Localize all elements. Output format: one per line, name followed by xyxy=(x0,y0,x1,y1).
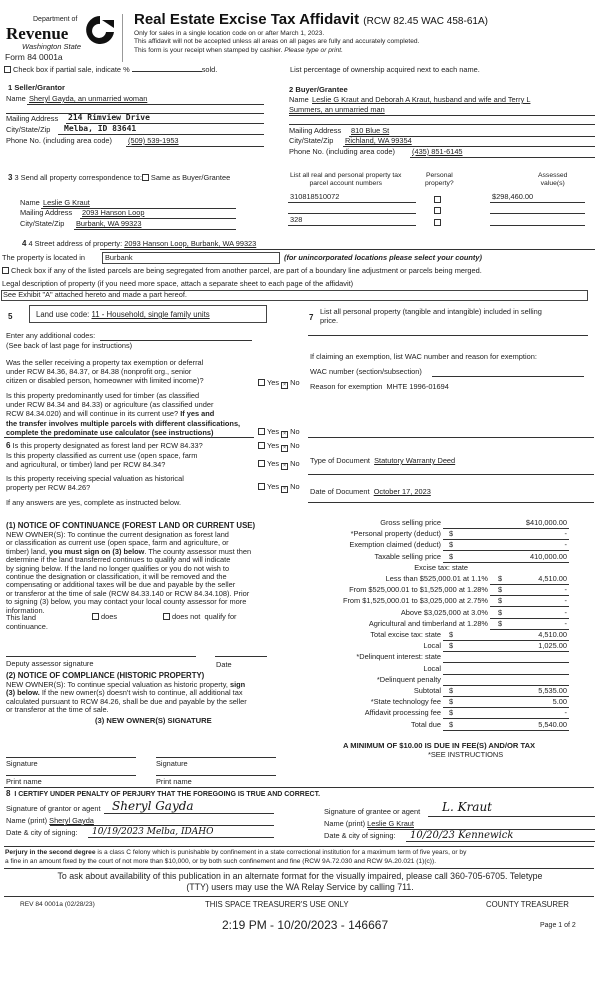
q-historical-yes-no[interactable]: Yes × No xyxy=(258,483,300,493)
grantee-signature-label: Signature of grantee or agent xyxy=(324,807,421,816)
see-instructions: *SEE INSTRUCTIONS xyxy=(428,750,504,759)
receipt-stamp: 2:19 PM - 10/20/2023 - 146667 xyxy=(222,918,389,932)
section-5-number: 5 xyxy=(8,312,13,321)
form-number: Form 84 0001a xyxy=(5,52,63,62)
tax-row-label: Gross selling price xyxy=(380,518,441,527)
buyer-city[interactable]: Richland, WA 99354 xyxy=(345,136,412,145)
state-label: Washington State xyxy=(22,42,82,51)
header-divider xyxy=(122,14,123,62)
deputy-label: Deputy assessor signature xyxy=(6,659,94,668)
tax-row-label: Total excise tax: state xyxy=(370,630,441,639)
q-timber-yes-no[interactable]: Yes × No xyxy=(258,428,300,438)
corr-city[interactable]: Burbank, WA 99323 xyxy=(76,219,142,228)
dept-label: Department of xyxy=(33,16,78,23)
reason-row: Reason for exemption MHTE 1996-01694 xyxy=(310,382,449,391)
document-type[interactable]: Statutory Warranty Deed xyxy=(374,456,456,465)
buyer-mail[interactable]: 810 Blue St xyxy=(351,126,390,135)
if-yes-note: If any answers are yes, complete as instructed below. xyxy=(6,498,181,507)
revision-label: REV 84 0001a (02/28/23) xyxy=(20,901,95,908)
tax-row-label: Local xyxy=(423,641,441,651)
assessed-value[interactable]: $298,460.00 xyxy=(492,192,534,201)
tax-row-value[interactable]: $410,000.00 xyxy=(525,518,567,527)
partial-sale-checkbox-row[interactable]: Check box if partial sale, indicate % sold. xyxy=(4,66,217,75)
parcel-header-value: Assessed value(s) xyxy=(538,172,568,187)
dollar-sign: $ xyxy=(449,529,454,539)
seller-mail-label: Mailing Address xyxy=(6,114,59,123)
correspondence-heading: 3 3 Send all property correspondence to: Same as Buyer/Grantee xyxy=(8,173,231,182)
personal-property-label: List all personal property (tangible and intangible) included in selling price. xyxy=(320,307,542,326)
section-7-number: 7 xyxy=(309,313,314,322)
new-owner-print-1[interactable]: Print name xyxy=(6,777,42,786)
doc-date-row: Date of Document October 17, 2023 xyxy=(310,487,431,496)
personal-property-checkbox[interactable] xyxy=(434,196,441,203)
tax-row-label: Affidavit processing fee xyxy=(364,708,441,718)
tax-row-label: *State technology fee xyxy=(370,697,441,707)
notice-continuance-title: (1) NOTICE OF CONTINUANCE (FOREST LAND OR CURRENT USE) xyxy=(6,521,256,530)
located-label: The property is located in xyxy=(2,253,85,262)
grantee-date-city[interactable]: 10/20/23 Kennewick xyxy=(410,830,514,841)
tax-row-label: Exemption claimed (deduct) xyxy=(349,540,441,550)
tax-row-label: Taxable selling price xyxy=(374,551,441,561)
legal-description-field[interactable]: See Exhibit "A" attached hereto and made a part hereof. xyxy=(1,290,588,301)
personal-property-checkbox[interactable] xyxy=(434,219,441,226)
deputy-signature-field[interactable] xyxy=(6,656,196,657)
tax-row-value[interactable]: - xyxy=(564,607,567,617)
historical-question: Is this property receiving special valuation as historical property per RCW 84.26? xyxy=(6,474,184,493)
new-owner-print-2[interactable]: Print name xyxy=(156,777,192,786)
corr-mail-label: Mailing Address xyxy=(20,208,73,217)
buyer-name-label: Name xyxy=(289,95,309,104)
buyer-city-label: City/State/Zip xyxy=(289,136,334,145)
buyer-mail-label: Mailing Address xyxy=(289,126,342,135)
document-date[interactable]: October 17, 2023 xyxy=(373,487,431,496)
perjury-notice: Perjury in the second degree is a class C felony which is punishable by confinement in a state correctional institution for a maximum term of five years, or by a fine in an amount fixed by the court of not more than $10,000, or by both such confinement and fine (RCW 9A.72.030 and RCW 9A.20.021 (1)(c)). xyxy=(5,849,467,865)
minimum-due-note: A MINIMUM OF $10.00 IS DUE IN FEE(S) AND/OR TAX xyxy=(343,741,536,750)
header-notes: Only for sales in a single location code on or after March 1, 2023. This affidavit will not be accepted unless all areas on all pages are fully and accurately completed. This form is your receipt when stamped by cashier. Please type or print. xyxy=(134,30,420,54)
tax-row-value[interactable]: 4,510.00 xyxy=(538,574,567,583)
buyer-phone[interactable]: (435) 851-6145 xyxy=(412,147,463,156)
treasurer-only-label: THIS SPACE TREASURER'S USE ONLY xyxy=(205,900,349,909)
dollar-sign: $ xyxy=(449,630,454,639)
doc-type-row: Type of Document Statutory Warranty Deed xyxy=(310,456,456,465)
tax-row-label: Excise tax: state xyxy=(414,562,468,572)
personal-property-checkbox[interactable] xyxy=(434,207,441,214)
parcel-header-personal: Personal property? xyxy=(425,172,454,187)
dollar-sign: $ xyxy=(449,551,454,561)
tax-row-value[interactable]: 1,025.00 xyxy=(538,641,567,651)
alternate-format-notice: To ask about availability of this publication in an alternate format for the visually impaired, please call 360-705-6705. Teletype (TTY) users may use the WA Relay Service by calling 711. xyxy=(57,871,543,892)
dollar-sign: $ xyxy=(498,607,503,617)
segregate-checkbox-row[interactable]: Check box if any of the listed parcels are being segregated from another parcel, are part of a boundary line adjustment or parcels being merged. xyxy=(2,267,482,276)
revenue-logo-text: Revenue xyxy=(6,24,69,43)
seller-name[interactable]: Sheryl Gayda, an unmarried woman xyxy=(29,94,148,103)
dollar-sign: $ xyxy=(449,540,454,550)
grantor-signature[interactable]: Sheryl Gayda xyxy=(112,799,194,813)
tax-row-value[interactable]: - xyxy=(564,618,567,628)
dollar-sign: $ xyxy=(498,574,503,583)
wac-label: WAC number (section/subsection) xyxy=(310,367,422,376)
exemption-reason[interactable]: MHTE 1996-01694 xyxy=(386,382,449,391)
land-use-code-box[interactable]: Land use code: 11 - Household, single family units xyxy=(29,305,267,323)
tax-row-value[interactable]: 4,510.00 xyxy=(538,630,567,639)
tax-row-value[interactable]: - xyxy=(564,585,567,595)
personal-property-field[interactable] xyxy=(308,335,588,336)
tax-row-value[interactable]: 5,540.00 xyxy=(538,719,567,729)
page-indicator: Page 1 of 2 xyxy=(540,922,576,929)
tax-row-label: Agricultural and timberland at 1.28% xyxy=(368,618,488,628)
parcel-number[interactable]: 328 xyxy=(290,215,303,224)
tax-row-label: From $1,525,000.01 to $3,025,000 at 2.75% xyxy=(342,596,488,606)
grantor-name-row: Name (print) Sheryl Gayda xyxy=(6,816,94,825)
grantor-signature-label: Signature of grantor or agent xyxy=(6,804,101,813)
tax-row-value[interactable]: - xyxy=(564,596,567,606)
notice-continuance-body: NEW OWNER(S): To continue the current designation as forest land or classification as current use (open space, farm and agriculture, or timber) land, you must sign on (3) below. The county assessor must then determine if the land transferred continues to qualify and will indicate by signing below. If the land no longer qualifies or you do not wish to continue the designation or classification, it will be removed and the compensating or additional taxes will be due and payable by the seller or transferor at the time of sale (RCW 84.33.140 or RCW 84.34.108). Prior to signing (3) below, you may contact your local county assessor for more information. xyxy=(6,530,252,615)
dollar-sign: $ xyxy=(449,641,454,651)
seller-heading: 1 Seller/Grantor xyxy=(8,83,65,92)
located-note: (for unincorporated locations please select your county) xyxy=(284,253,482,262)
dollar-sign: $ xyxy=(449,697,454,707)
street-address-row: 4 4 Street address of property: 2093 Hanson Loop, Burbank, WA 99323 xyxy=(22,239,257,248)
tax-row-label: *Personal property (deduct) xyxy=(350,529,441,539)
tax-row-label: Subtotal xyxy=(413,686,441,695)
current-use-question: Is this property classified as current use (open space, farm and agricultural, or timber) land per RCW 84.34? xyxy=(6,451,198,470)
wa-logo-icon xyxy=(84,14,116,48)
grantee-signature[interactable]: L. Kraut xyxy=(442,800,493,814)
tax-row-label: *Delinquent penalty xyxy=(376,674,441,684)
new-owner-signature-2[interactable]: Signature xyxy=(156,759,188,768)
seller-city-label: City/State/Zip xyxy=(6,125,51,134)
tax-row-value[interactable]: 410,000.00 xyxy=(530,551,567,561)
tax-row-label: Above $3,025,000 at 3.0% xyxy=(400,607,488,617)
dollar-sign: $ xyxy=(449,719,454,729)
corr-name-label: Name xyxy=(20,198,40,207)
dollar-sign: $ xyxy=(498,596,503,606)
dollar-sign: $ xyxy=(498,618,503,628)
grantor-name[interactable]: Sheryl Gayda xyxy=(49,816,94,825)
tax-row-label: Total due xyxy=(411,719,441,729)
buyer-name-line2[interactable]: Summers, an unmarried man xyxy=(289,105,385,114)
seller-phone[interactable]: (509) 539-1953 xyxy=(128,136,179,145)
tax-row-value[interactable]: - xyxy=(564,540,567,550)
exemption-question: Was the seller receiving a property tax exemption or deferral under RCW 84.36, 84.37, or 84.38 (nonprofit org., senior citizen or disabled person, homeowner with limited income)? xyxy=(6,358,204,386)
buyer-phone-label: Phone No. (including area code) xyxy=(289,147,395,156)
seller-name-label: Name xyxy=(6,94,26,103)
grantor-date-label: Date & city of signing: xyxy=(6,828,78,837)
q-current-use-yes-no[interactable]: Yes × No xyxy=(258,460,300,470)
grantee-name-row: Name (print) Leslie G Kraut xyxy=(324,819,414,828)
land-use-code: 11 - Household, single family units xyxy=(91,310,210,319)
corr-name[interactable]: Leslie G Kraut xyxy=(43,198,90,207)
tax-row-label: *Delinquent interest: state xyxy=(356,652,441,662)
wac-field[interactable] xyxy=(432,376,584,377)
tax-row-label: Less than $525,000.01 at 1.1% xyxy=(385,574,488,583)
exemption-label: If claiming an exemption, list WAC number and reason for exemption: xyxy=(310,352,537,361)
tax-row-value[interactable]: 5,535.00 xyxy=(538,686,567,695)
county-treasurer-label: COUNTY TREASURER xyxy=(486,900,569,909)
notice-compliance-body: NEW OWNER(S): To continue special valuation as historic property, sign (3) below. If the new owner(s) doesn't wish to continue, all additional tax calculated pursuant to RCW 84.26, shall be due and payable by the seller or transferor at the time of sale. xyxy=(6,680,247,715)
forest-question: 6 Is this property designated as forest land per RCW 84.33? xyxy=(6,441,203,450)
does-not-checkbox[interactable]: does not qualify for xyxy=(163,613,237,622)
location-select[interactable]: Burbank xyxy=(102,252,280,264)
buyer-name-line1[interactable]: Leslie G Kraut and Deborah A Kraut, husband and wife and Terry L xyxy=(312,95,531,104)
notice-compliance-title: (2) NOTICE OF COMPLIANCE (HISTORIC PROPERTY) xyxy=(6,671,205,680)
legal-description-label: Legal description of property (if you need more space, attach a separate sheet to each page of the affidavit) xyxy=(2,279,354,288)
does-checkbox[interactable]: does xyxy=(92,613,117,622)
new-owner-signature-1[interactable]: Signature xyxy=(6,759,38,768)
parcel-header-numbers: List all real and personal property tax parcel account numbers xyxy=(290,172,402,187)
this-land-label: This land continuance. xyxy=(6,613,48,631)
certify-statement: 8 I CERTIFY UNDER PENALTY OF PERJURY THAT THE FOREGOING IS TRUE AND CORRECT. xyxy=(6,789,321,798)
tax-row-label: Local xyxy=(423,663,441,673)
dollar-sign: $ xyxy=(498,585,503,595)
see-back-note: (See back of last page for instructions) xyxy=(6,341,133,350)
ownership-instruction: List percentage of ownership acquired next to each name. xyxy=(290,65,480,74)
tax-row-value[interactable]: - xyxy=(564,708,567,718)
street-address[interactable]: 2093 Hanson Loop, Burbank, WA 99323 xyxy=(124,239,257,248)
dollar-sign: $ xyxy=(449,686,454,695)
grantee-name[interactable]: Leslie G Kraut xyxy=(367,819,414,828)
q-exemption-yes-no[interactable]: Yes × No xyxy=(258,379,300,389)
seller-mail[interactable]: 214 Rimview Drive xyxy=(68,113,150,122)
corr-mail[interactable]: 2093 Hanson Loop xyxy=(82,208,145,217)
tax-row-label: From $525,000.01 to $1,525,000 at 1.28% xyxy=(349,585,488,595)
timber-question: Is this property predominantly used for timber (as classified under RCW 84.34 and 84.33) or agriculture (as classified under RCW 84.34.020) and will continue in its current use? If yes and the transfer involves multiple parcels with different classifications, complete the predominate use calculator (see instructions) xyxy=(6,391,241,437)
new-owner-signature-title: (3) NEW OWNER(S) SIGNATURE xyxy=(95,716,212,725)
seller-phone-label: Phone No. (including area code) xyxy=(6,136,112,145)
tax-row-value[interactable]: 5.00 xyxy=(552,697,567,707)
grantee-date-label: Date & city of signing: xyxy=(324,831,396,840)
q-forest-yes-no[interactable]: Yes × No xyxy=(258,442,300,452)
corr-city-label: City/State/Zip xyxy=(20,219,65,228)
dollar-sign: $ xyxy=(449,708,454,718)
form-title: Real Estate Excise Tax Affidavit (RCW 82.45 WAC 458-61A) xyxy=(134,11,488,28)
seller-city[interactable]: Melba, ID 83641 xyxy=(64,124,137,133)
buyer-heading: 2 Buyer/Grantee xyxy=(289,85,348,94)
tax-row-value[interactable]: - xyxy=(564,529,567,539)
deputy-date-label: Date xyxy=(216,660,232,669)
deputy-date-field[interactable] xyxy=(215,656,267,657)
grantor-date-city[interactable]: 10/19/2023 Melba, IDAHO xyxy=(92,827,214,837)
parcel-number[interactable]: 310818510072 xyxy=(290,192,340,201)
additional-codes-label: Enter any additional codes: xyxy=(6,331,96,340)
